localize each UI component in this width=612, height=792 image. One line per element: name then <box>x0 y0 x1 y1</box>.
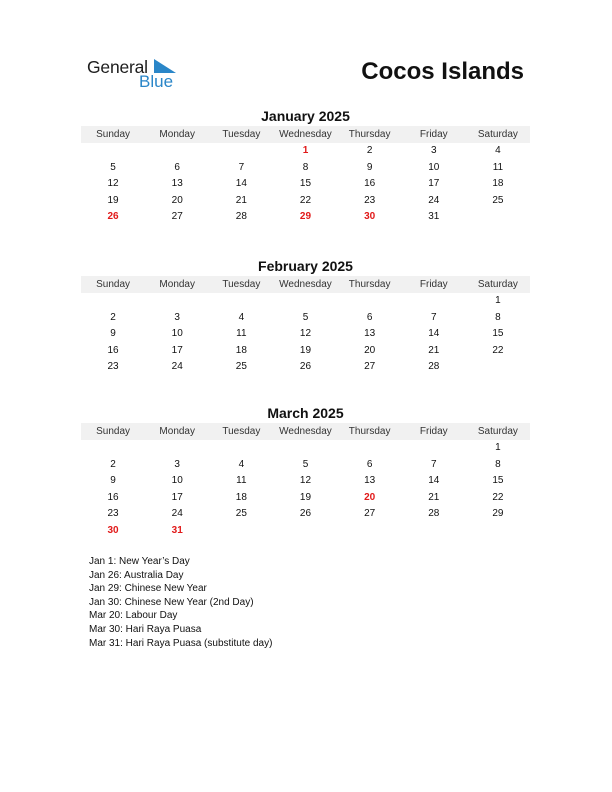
month-block <box>81 107 530 226</box>
day-cell: 25 <box>235 361 247 373</box>
day-cell: 2 <box>366 145 373 156</box>
day-cell: 18 <box>492 178 504 190</box>
week-row <box>81 473 530 490</box>
day-cell: 10 <box>171 475 183 487</box>
day-cell: 3 <box>174 458 180 470</box>
day-cell: 22 <box>492 491 504 503</box>
day-cell <box>145 293 209 310</box>
day-cell: 19 <box>299 344 312 356</box>
day-cell: 17 <box>428 178 440 190</box>
day-cell: 31 <box>428 211 440 223</box>
week-row <box>81 440 530 457</box>
day-cell <box>209 143 273 160</box>
holiday-entry: Jan 1: New Year’s Day <box>89 556 190 567</box>
day-cell: 21 <box>428 491 440 503</box>
day-cell: 5 <box>302 311 309 323</box>
day-cell <box>145 143 209 160</box>
weekday-label: Wednesday <box>279 129 332 140</box>
day-cell: 13 <box>171 178 183 190</box>
logo-general-text: General <box>87 57 148 77</box>
day-cell: 6 <box>366 311 373 323</box>
brand-logo <box>87 57 187 93</box>
weekday-label: Friday <box>419 279 448 290</box>
day-cell <box>466 209 530 226</box>
day-cell-holiday: 30 <box>364 211 376 223</box>
day-cell: 18 <box>235 344 247 356</box>
day-cell <box>338 293 402 310</box>
holiday-list <box>89 555 272 650</box>
day-cell: 7 <box>238 161 245 173</box>
weekday-label: Monday <box>159 279 195 290</box>
month-block <box>81 404 530 540</box>
holiday-entry: Mar 20: Labour Day <box>89 610 178 622</box>
weekday-label: Saturday <box>477 129 518 140</box>
day-cell: 12 <box>299 328 312 340</box>
day-cell: 15 <box>492 475 504 487</box>
day-cell: 5 <box>110 161 116 173</box>
holiday-entry: Mar 30: Hari Raya Puasa <box>89 623 202 635</box>
day-cell: 12 <box>299 475 312 487</box>
day-cell: 12 <box>107 178 119 190</box>
day-cell <box>466 359 530 376</box>
day-cell: 8 <box>302 161 309 173</box>
day-cell: 21 <box>428 344 440 356</box>
weekday-header <box>81 276 530 293</box>
week-row <box>81 506 530 523</box>
day-cell: 11 <box>236 475 247 487</box>
day-cell: 4 <box>238 311 245 323</box>
week-row <box>81 490 530 507</box>
weekday-label: Sunday <box>96 129 131 140</box>
day-cell: 19 <box>299 491 312 503</box>
day-cell <box>338 440 402 457</box>
day-cell: 23 <box>107 508 119 520</box>
day-cell <box>402 440 466 457</box>
week-row <box>81 343 530 360</box>
weekday-label: Tuesday <box>222 129 261 140</box>
day-cell <box>81 440 145 457</box>
week-row <box>81 176 530 193</box>
day-cell: 19 <box>107 194 119 206</box>
month-title: February 2025 <box>258 258 353 274</box>
holiday-entry: Jan 26: Australia Day <box>89 569 184 581</box>
day-cell: 15 <box>299 178 312 190</box>
day-cell: 28 <box>428 361 440 373</box>
day-cell: 13 <box>364 475 376 487</box>
day-cell <box>338 523 402 540</box>
holiday-entry: Jan 29: Chinese New Year <box>89 583 207 595</box>
weekday-label: Monday <box>159 426 195 437</box>
weekday-label: Wednesday <box>279 426 332 437</box>
day-cell: 2 <box>110 458 116 470</box>
day-cell: 14 <box>428 328 440 340</box>
day-cell-holiday: 31 <box>171 524 183 536</box>
week-row <box>81 143 530 160</box>
day-cell <box>145 440 209 457</box>
day-cell: 27 <box>364 508 376 520</box>
weekday-header <box>81 423 530 440</box>
day-cell: 6 <box>174 161 180 173</box>
day-cell <box>402 523 466 540</box>
country-title: Cocos Islands <box>361 58 524 85</box>
day-cell: 18 <box>235 491 247 503</box>
day-cell: 24 <box>171 508 183 520</box>
day-cell: 26 <box>299 361 312 373</box>
day-cell: 23 <box>107 361 119 373</box>
week-row <box>81 326 530 343</box>
month-title: March 2025 <box>267 405 344 421</box>
day-cell: 7 <box>430 458 437 470</box>
week-row <box>81 193 530 210</box>
day-cell: 5 <box>302 458 309 470</box>
day-cell: 14 <box>235 178 247 190</box>
weekday-label: Sunday <box>96 426 131 437</box>
day-cell: 3 <box>430 145 437 156</box>
day-cell: 9 <box>110 475 116 487</box>
weekday-label: Wednesday <box>279 279 332 290</box>
weekday-header <box>81 126 530 143</box>
day-cell <box>402 293 466 310</box>
logo-triangle-icon <box>154 59 176 73</box>
day-cell <box>466 523 530 540</box>
holiday-entry: Mar 31: Hari Raya Puasa (substitute day) <box>89 637 273 649</box>
day-cell: 29 <box>492 508 504 520</box>
day-cell: 7 <box>430 311 437 323</box>
day-cell: 8 <box>495 458 501 470</box>
day-cell: 15 <box>492 328 504 340</box>
day-cell: 9 <box>110 328 116 340</box>
day-cell: 10 <box>171 328 183 340</box>
day-cell: 22 <box>299 194 312 206</box>
day-cell <box>273 440 337 457</box>
day-cell: 24 <box>428 194 440 206</box>
day-cell-holiday: 20 <box>364 491 376 503</box>
day-cell: 28 <box>428 508 440 520</box>
weekday-label: Thursday <box>348 426 391 437</box>
day-cell: 25 <box>235 508 247 520</box>
day-cell: 25 <box>492 194 504 206</box>
week-row <box>81 359 530 376</box>
day-cell: 20 <box>364 344 376 356</box>
day-cell-holiday: 26 <box>107 211 119 223</box>
day-cell: 16 <box>364 178 376 190</box>
day-cell: 11 <box>236 328 247 340</box>
holiday-entry: Jan 30: Chinese New Year (2nd Day) <box>89 596 254 608</box>
weekday-label: Sunday <box>96 279 131 290</box>
day-cell-holiday: 1 <box>302 145 309 156</box>
weekday-label: Tuesday <box>222 279 261 290</box>
day-cell: 26 <box>299 508 312 520</box>
week-row <box>81 160 530 177</box>
day-cell: 6 <box>366 458 373 470</box>
weekday-label: Saturday <box>477 426 518 437</box>
week-row <box>81 523 530 540</box>
day-cell <box>81 293 145 310</box>
day-cell: 17 <box>171 491 183 503</box>
weekday-label: Friday <box>419 426 448 437</box>
day-cell: 8 <box>495 311 501 323</box>
day-cell: 27 <box>364 361 376 373</box>
weekday-label: Thursday <box>348 129 391 140</box>
month-block <box>81 257 530 376</box>
month-title: January 2025 <box>261 108 350 124</box>
day-cell: 28 <box>235 211 247 223</box>
day-cell: 11 <box>492 161 504 173</box>
week-row <box>81 457 530 474</box>
day-cell: 9 <box>366 161 373 173</box>
day-cell: 22 <box>492 344 504 356</box>
day-cell <box>81 143 145 160</box>
day-cell: 20 <box>171 194 183 206</box>
day-cell: 24 <box>171 361 183 373</box>
day-cell <box>273 523 337 540</box>
weekday-label: Saturday <box>477 279 518 290</box>
weekday-label: Thursday <box>348 279 391 290</box>
day-cell-holiday: 29 <box>299 211 312 223</box>
day-cell: 13 <box>364 328 376 340</box>
day-cell: 23 <box>364 194 376 206</box>
logo-blue-text: Blue <box>139 72 174 91</box>
day-cell: 1 <box>495 442 501 453</box>
day-cell <box>273 293 337 310</box>
day-cell: 17 <box>171 344 183 356</box>
day-cell: 2 <box>110 311 116 323</box>
day-cell <box>209 293 273 310</box>
day-cell: 16 <box>107 491 119 503</box>
week-row <box>81 293 530 310</box>
day-cell: 1 <box>495 295 501 306</box>
day-cell <box>209 523 273 540</box>
week-row <box>81 310 530 327</box>
day-cell: 16 <box>107 344 119 356</box>
day-cell <box>209 440 273 457</box>
day-cell: 4 <box>238 458 245 470</box>
weekday-label: Tuesday <box>222 426 261 437</box>
weekday-label: Friday <box>419 129 448 140</box>
day-cell: 10 <box>428 161 440 173</box>
day-cell: 27 <box>171 211 183 223</box>
day-cell-holiday: 30 <box>107 524 119 536</box>
day-cell: 4 <box>495 145 501 156</box>
week-row <box>81 209 530 226</box>
weekday-label: Monday <box>159 129 195 140</box>
day-cell: 14 <box>428 475 440 487</box>
day-cell: 3 <box>174 311 180 323</box>
day-cell: 21 <box>235 194 247 206</box>
